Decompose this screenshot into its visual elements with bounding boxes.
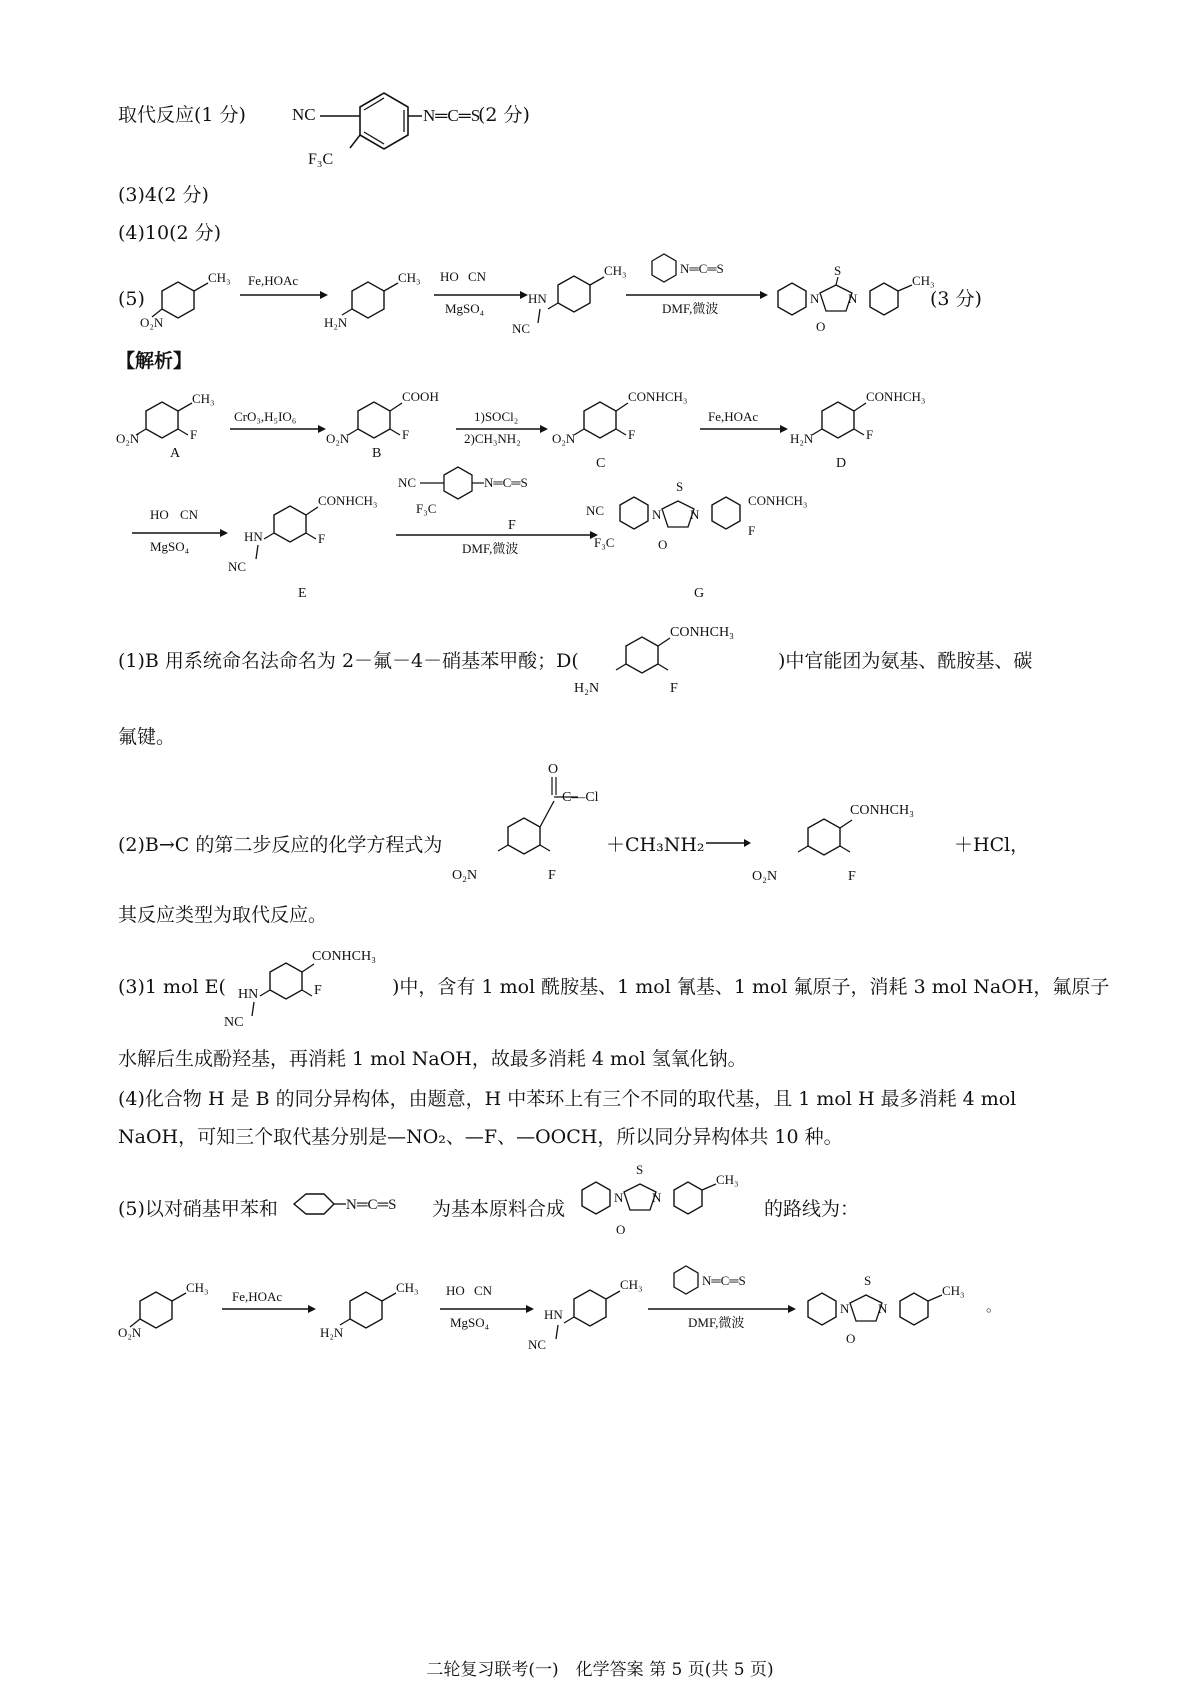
svg-text:MgSO₄: MgSO₄ — [445, 301, 485, 316]
svg-text:H₂N: H₂N — [574, 681, 600, 696]
svg-text:NC: NC — [224, 1015, 244, 1030]
label-c: C — [596, 456, 606, 471]
svg-text:CH₃: CH₃ — [192, 391, 215, 406]
label-a: A — [170, 446, 181, 461]
svg-text:O: O — [658, 537, 668, 552]
page-footer: 二轮复习联考(一) 化学答案 第 5 页(共 5 页) — [426, 1660, 774, 1680]
svg-text:N═C═S: N═C═S — [346, 1197, 397, 1213]
svg-text:CN: CN — [474, 1283, 493, 1298]
svg-text:CN: CN — [468, 269, 487, 284]
answer-line-5-prefix: (5) — [118, 288, 145, 310]
reagent-eg: DMF,微波 — [462, 541, 519, 556]
q3-text-b: )中，含有 1 mol 酰胺基、1 mol 氰基、1 mol 氟原子，消耗 3 mol NaOH，氟原子 — [392, 976, 1110, 998]
svg-text:F: F — [318, 531, 326, 546]
svg-text:CN: CN — [180, 507, 199, 522]
answer-line-1-score: (2 分) — [478, 104, 530, 126]
amide-structure-c — [750, 790, 950, 890]
svg-text:F: F — [548, 868, 556, 883]
q5-text-c: 的路线为： — [764, 1198, 860, 1220]
svg-text:F: F — [314, 983, 322, 998]
svg-text:O: O — [816, 319, 826, 334]
svg-text:S: S — [864, 1273, 872, 1288]
svg-text:HN: HN — [528, 291, 547, 306]
svg-text:COOH: COOH — [402, 389, 439, 404]
svg-text:O₂N: O₂N — [326, 431, 350, 446]
svg-text:CH₃: CH₃ — [398, 270, 421, 285]
svg-text:MgSO₄: MgSO₄ — [450, 1315, 490, 1330]
svg-text:F₃C: F₃C — [594, 535, 615, 550]
q3-text-c: 水解后生成酚羟基，再消耗 1 mol NaOH，故最多消耗 4 mol 氢氧化钠。 — [118, 1048, 747, 1070]
q4-text-b: NaOH，可知三个取代基分别是—NO₂、—F、—OOCH，所以同分异构体共 10 种。 — [118, 1126, 843, 1148]
reaction-arrow — [704, 836, 752, 850]
svg-text:N: N — [878, 1301, 888, 1316]
svg-text:S: S — [676, 479, 684, 494]
label-b: B — [372, 446, 382, 461]
svg-text:N: N — [614, 1190, 624, 1205]
q3-text-a: (3)1 mol E( — [118, 976, 226, 998]
label-e: E — [298, 586, 307, 601]
svg-text:N: N — [810, 291, 820, 306]
svg-text:HN: HN — [244, 529, 263, 544]
svg-text:CONHCH₃: CONHCH₃ — [850, 803, 914, 818]
label-f: F — [508, 518, 516, 533]
label-d: D — [836, 456, 847, 471]
svg-text:O₂N: O₂N — [552, 431, 576, 446]
q2-plus-2: ＋HCl， — [954, 834, 1030, 856]
svg-text:H₂N: H₂N — [324, 315, 348, 330]
answer-line-1-label: 取代反应(1 分) — [118, 104, 246, 126]
svg-text:F: F — [628, 427, 636, 442]
route-scheme-answer — [140, 245, 990, 355]
svg-text:CH₃: CH₃ — [912, 273, 935, 288]
svg-text:DMF,微波: DMF,微波 — [688, 1315, 745, 1330]
svg-text:O: O — [616, 1222, 626, 1237]
svg-text:N: N — [652, 507, 662, 522]
reagent-cd: Fe,HOAc — [708, 409, 759, 424]
svg-text:S: S — [834, 263, 842, 278]
svg-text:CONHCH₃: CONHCH₃ — [628, 389, 688, 404]
svg-text:HN: HN — [544, 1307, 563, 1322]
svg-text:O: O — [548, 762, 559, 777]
svg-text:CH₃: CH₃ — [186, 1280, 209, 1295]
svg-text:CONHCH₃: CONHCH₃ — [748, 493, 808, 508]
q2-text-a: (2)B→C 的第二步反应的化学方程式为 — [118, 834, 443, 856]
svg-text:NC: NC — [228, 559, 247, 574]
svg-text:CH₃: CH₃ — [208, 270, 231, 285]
svg-text:Fe,HOAc: Fe,HOAc — [232, 1289, 283, 1304]
label-g: G — [694, 586, 705, 601]
svg-text:O₂N: O₂N — [452, 868, 478, 883]
svg-text:F: F — [190, 427, 198, 442]
svg-text:CONHCH₃: CONHCH₃ — [866, 389, 926, 404]
svg-text:CONHCH₃: CONHCH₃ — [318, 493, 378, 508]
svg-text:NC: NC — [292, 105, 316, 124]
answer-line-5-score: (3 分) — [930, 288, 982, 310]
reagent-ab: CrO₃,H₅IO₆ — [234, 409, 297, 424]
reagent-bc-2: 2)CH₃NH₂ — [464, 431, 521, 446]
svg-text:F₃C: F₃C — [308, 151, 334, 168]
reagent-de: MgSO₄ — [150, 539, 190, 554]
svg-text:O₂N: O₂N — [752, 869, 778, 884]
q2-plus-1: ＋CH₃NH₂ — [606, 834, 705, 856]
svg-text:HO: HO — [440, 269, 459, 284]
answer-line-4: (4)10(2 分) — [118, 222, 222, 244]
structure-d — [570, 618, 780, 706]
svg-text:HN: HN — [238, 987, 259, 1002]
svg-text:F: F — [748, 523, 756, 538]
svg-text:N: N — [848, 291, 858, 306]
svg-text:C—Cl: C—Cl — [562, 790, 599, 805]
svg-text:O₂N: O₂N — [118, 1325, 142, 1340]
svg-text:F: F — [402, 427, 410, 442]
phenyl-isothiocyanate — [288, 1184, 438, 1224]
q4-text-a: (4)化合物 H 是 B 的同分异构体，由题意，H 中苯环上有三个不同的取代基，且 1 mol H 最多消耗 4 mol — [118, 1088, 1017, 1110]
svg-text:NC: NC — [528, 1337, 547, 1352]
svg-text:S: S — [636, 1162, 644, 1177]
svg-text:CH₃: CH₃ — [396, 1280, 419, 1295]
svg-text:CONHCH₃: CONHCH₃ — [670, 625, 734, 640]
svg-text:N═C═S: N═C═S — [680, 261, 724, 276]
svg-text:N═C═S: N═C═S — [423, 106, 481, 125]
svg-text:O₂N: O₂N — [140, 315, 164, 330]
svg-text:CH₃: CH₃ — [942, 1283, 965, 1298]
svg-text:Fe,HOAc: Fe,HOAc — [248, 273, 299, 288]
svg-text:O₂N: O₂N — [116, 431, 140, 446]
q1-text-a: (1)B 用系统命名法命名为 2－氟－4－硝基苯甲酸；D( — [118, 650, 579, 672]
structure-e — [222, 940, 392, 1030]
answer-line-3: (3)4(2 分) — [118, 184, 209, 206]
q5-text-a: (5)以对硝基甲苯和 — [118, 1198, 278, 1220]
svg-text:CH₃: CH₃ — [716, 1172, 739, 1187]
svg-text:N: N — [652, 1190, 662, 1205]
svg-text:N═C═S: N═C═S — [702, 1273, 746, 1288]
svg-text:O: O — [846, 1331, 856, 1346]
svg-text:N═C═S: N═C═S — [484, 475, 528, 490]
svg-text:H₂N: H₂N — [790, 431, 814, 446]
svg-text:F₃C: F₃C — [416, 501, 437, 516]
svg-text:H₂N: H₂N — [320, 1325, 344, 1340]
q1-text-c: 氟键。 — [118, 726, 176, 748]
svg-text:DMF,微波: DMF,微波 — [662, 301, 719, 316]
q5-text-b: 为基本原料合成 — [432, 1198, 566, 1220]
analysis-header: 【解析】 — [116, 350, 193, 372]
acyl-chloride-structure — [450, 755, 599, 890]
q5-end: 。 — [986, 1299, 1002, 1315]
svg-text:CH₃: CH₃ — [620, 1277, 643, 1292]
svg-text:CONHCH₃: CONHCH₃ — [312, 949, 376, 964]
svg-text:N: N — [840, 1301, 850, 1316]
svg-text:NC: NC — [586, 503, 605, 518]
svg-text:F: F — [670, 681, 678, 696]
svg-text:CH₃: CH₃ — [604, 263, 627, 278]
q2-text-b: 其反应类型为取代反应。 — [118, 904, 328, 926]
svg-text:NC: NC — [512, 321, 531, 336]
svg-text:F: F — [866, 427, 874, 442]
svg-text:N: N — [690, 507, 700, 522]
synthesis-scheme — [110, 375, 1060, 615]
q1-text-b: )中官能团为氨基、酰胺基、碳 — [778, 650, 1033, 672]
reagent-bc-1: 1)SOCl₂ — [474, 409, 519, 424]
svg-text:HO: HO — [150, 507, 169, 522]
route-scheme-analysis — [118, 1255, 1018, 1370]
svg-text:NC: NC — [398, 475, 417, 490]
svg-text:HO: HO — [446, 1283, 465, 1298]
target-product — [574, 1160, 764, 1250]
svg-text:F: F — [848, 869, 856, 884]
